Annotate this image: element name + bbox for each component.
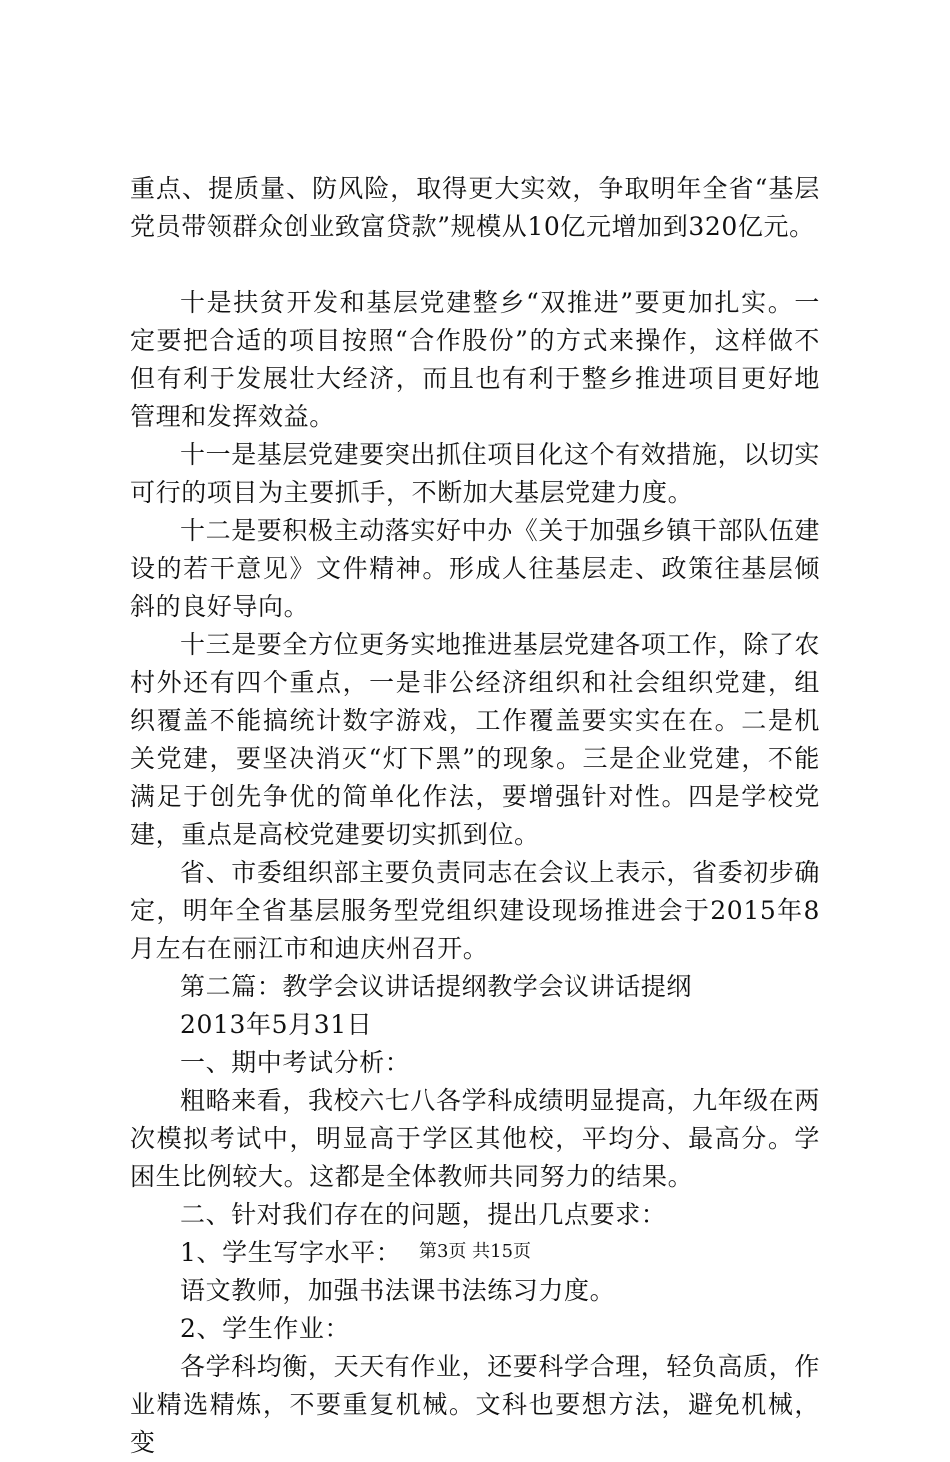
paragraph-writing-level: 语文教师，加强书法课书法练习力度。: [180, 1276, 616, 1305]
paragraph-homework: 各学科均衡，天天有作业，还要科学合理，轻负高质，作业精选精炼，不要重复机械。文科也要想方法，避免机械，变: [130, 1352, 821, 1457]
paragraph-conference-note: 省、市委组织部主要负责同志在会议上表示，省委初步确定，明年全省基层服务型党组织建设现场推进会于2015年8月左右在丽江市和迪庆州召开。: [130, 858, 821, 963]
section-title: 第二篇：教学会议讲话提纲教学会议讲话提纲: [180, 972, 693, 1001]
heading-exam-analysis: 一、期中考试分析：: [180, 1048, 411, 1077]
paragraph-item-11: 十一是基层党建要突出抓住项目化这个有效措施，以切实可行的项目为主要抓手，不断加大基层党建力度。: [130, 440, 821, 507]
paragraph-exam-analysis: 粗略来看，我校六七八各学科成绩明显提高，九年级在两次模拟考试中，明显高于学区其他校，平均分、最高分。学困生比例较大。这都是全体教师共同努力的结果。: [130, 1086, 821, 1191]
heading-homework: 2、学生作业：: [180, 1314, 351, 1343]
section-date: 2013年5月31日: [180, 1010, 373, 1039]
paragraph-item-10: 十是扶贫开发和基层党建整乡“双推进”要更加扎实。一定要把合适的项目按照“合作股份”的方式来操作，这样做不但有利于发展壮大经济，而且也有利于整乡推进项目更好地管理和发挥效益。: [130, 288, 820, 431]
paragraph-continuation: 重点、提质量、防风险，取得更大实效，争取明年全省“基层党员带领群众创业致富贷款”规模从10亿元增加到320亿元。: [130, 174, 820, 241]
heading-requirements: 二、针对我们存在的问题，提出几点要求：: [180, 1200, 667, 1229]
document-body: [130, 170, 820, 1462]
paragraph-item-13: 十三是要全方位更务实地推进基层党建各项工作，除了农村外还有四个重点，一是非公经济组织和社会组织党建，组织覆盖不能搞统计数字游戏，工作覆盖要实实在在。二是机关党建，要坚决消灭“灯下黑”的现象。三是企业党建，不能满足于创先争优的简单化作法，要增强针对性。四是学校党建，重点是高校党建要切实抓到位。: [130, 630, 821, 849]
paragraph-item-12: 十二是要积极主动落实好中办《关于加强乡镇干部队伍建设的若干意见》文件精神。形成人往基层走、政策往基层倾斜的良好导向。: [130, 516, 821, 621]
page-footer: 第3页 共15页: [418, 1241, 532, 1262]
heading-writing-level: 1、学生写字水平：: [180, 1238, 402, 1267]
